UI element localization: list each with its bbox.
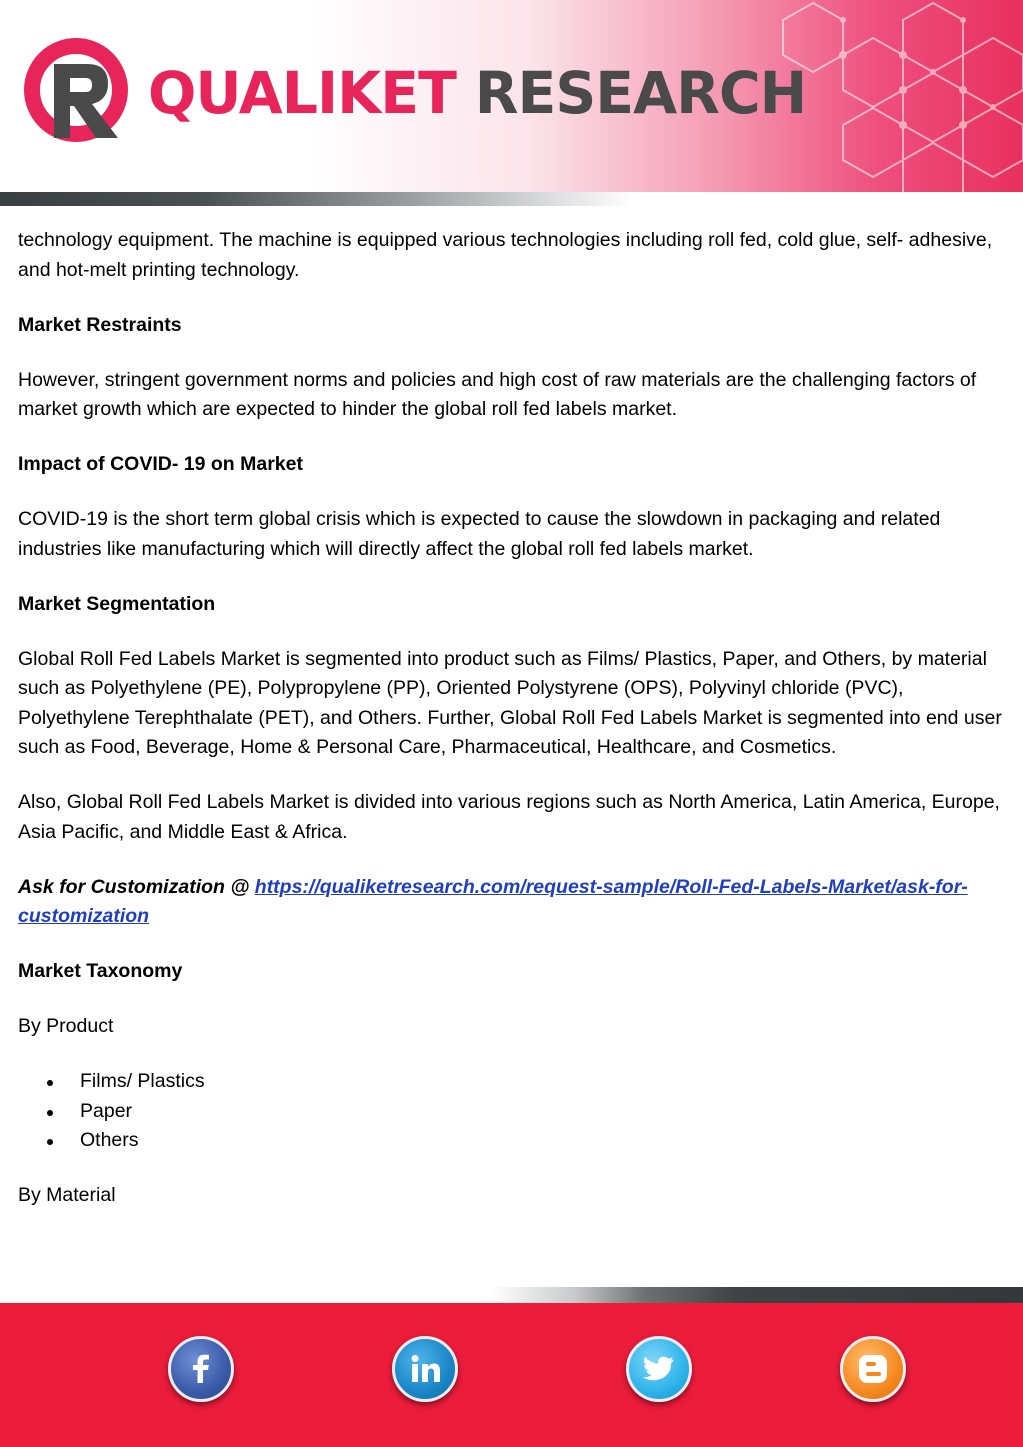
intro-paragraph: technology equipment. The machine is equipped various technologies including roll fed, cold glue, self- adhesive, and hot-melt printing technology. — [18, 229, 993, 281]
customization-label: Ask for Customization @ — [18, 875, 255, 898]
by-product-label: By Product — [18, 1015, 114, 1037]
customization-line — [18, 873, 1008, 932]
segmentation-paragraph: Global Roll Fed Labels Market is segmented into product such as Films/ Plastics, Paper, and Others, by material such as Polyethylene (PE), Polypropylene (PP), Oriented Polystyrene (OPS), Polyvinyl chloride (PVC), Polyethylene Terephthalate (PET), and Others. Further, Global Roll Fed Labels Market is segmented into end user such as Food, Beverage, Home & Personal Care, Pharmaceutical, Healthcare, and Cosmetics. — [18, 647, 1002, 758]
linkedin-glyph — [405, 1349, 445, 1389]
document-body — [18, 226, 1008, 1236]
regions-paragraph: Also, Global Roll Fed Labels Market is divided into various regions such as North America, Latin America, Europe, Asia Pacific, and Middle East & Africa. — [18, 791, 1000, 843]
heading-covid-impact: Impact of COVID- 19 on Market — [18, 453, 303, 475]
qr-logo-icon — [22, 36, 134, 148]
page-header — [0, 0, 1023, 192]
covid-paragraph: COVID-19 is the short term global crisis which is expected to cause the slowdown in packaging and related industries like manufacturing which will directly affect the global roll fed labels market. — [18, 508, 941, 560]
list-item: Others — [80, 1126, 1008, 1156]
brand-name — [148, 58, 806, 128]
brand-word-qualiket: QUALIKET — [148, 59, 456, 127]
facebook-glyph — [181, 1349, 221, 1389]
facebook-icon[interactable] — [168, 1336, 234, 1402]
by-material-label: By Material — [18, 1184, 116, 1206]
product-list — [18, 1067, 1008, 1156]
blogger-icon[interactable] — [840, 1336, 906, 1402]
twitter-icon[interactable] — [626, 1336, 692, 1402]
brand-word-research: RESEARCH — [474, 59, 807, 127]
header-divider-bar — [0, 192, 1023, 206]
linkedin-icon[interactable] — [392, 1336, 458, 1402]
heading-market-restraints: Market Restraints — [18, 313, 182, 336]
heading-market-segmentation: Market Segmentation — [18, 592, 216, 615]
customization-link[interactable]: https://qualiketresearch.com/request-sample/Roll-Fed-Labels-Market/ask-for-customization — [18, 875, 968, 927]
restraints-paragraph: However, stringent government norms and policies and high cost of raw materials are the challenging factors of market growth which are expected to hinder the global roll fed labels market. — [18, 368, 977, 420]
heading-market-taxonomy: Market Taxonomy — [18, 960, 183, 982]
blogger-glyph — [853, 1349, 893, 1389]
twitter-glyph — [639, 1349, 679, 1389]
list-item: Films/ Plastics — [80, 1067, 1008, 1097]
footer-divider-bar — [0, 1287, 1023, 1303]
list-item: Paper — [80, 1097, 1008, 1127]
